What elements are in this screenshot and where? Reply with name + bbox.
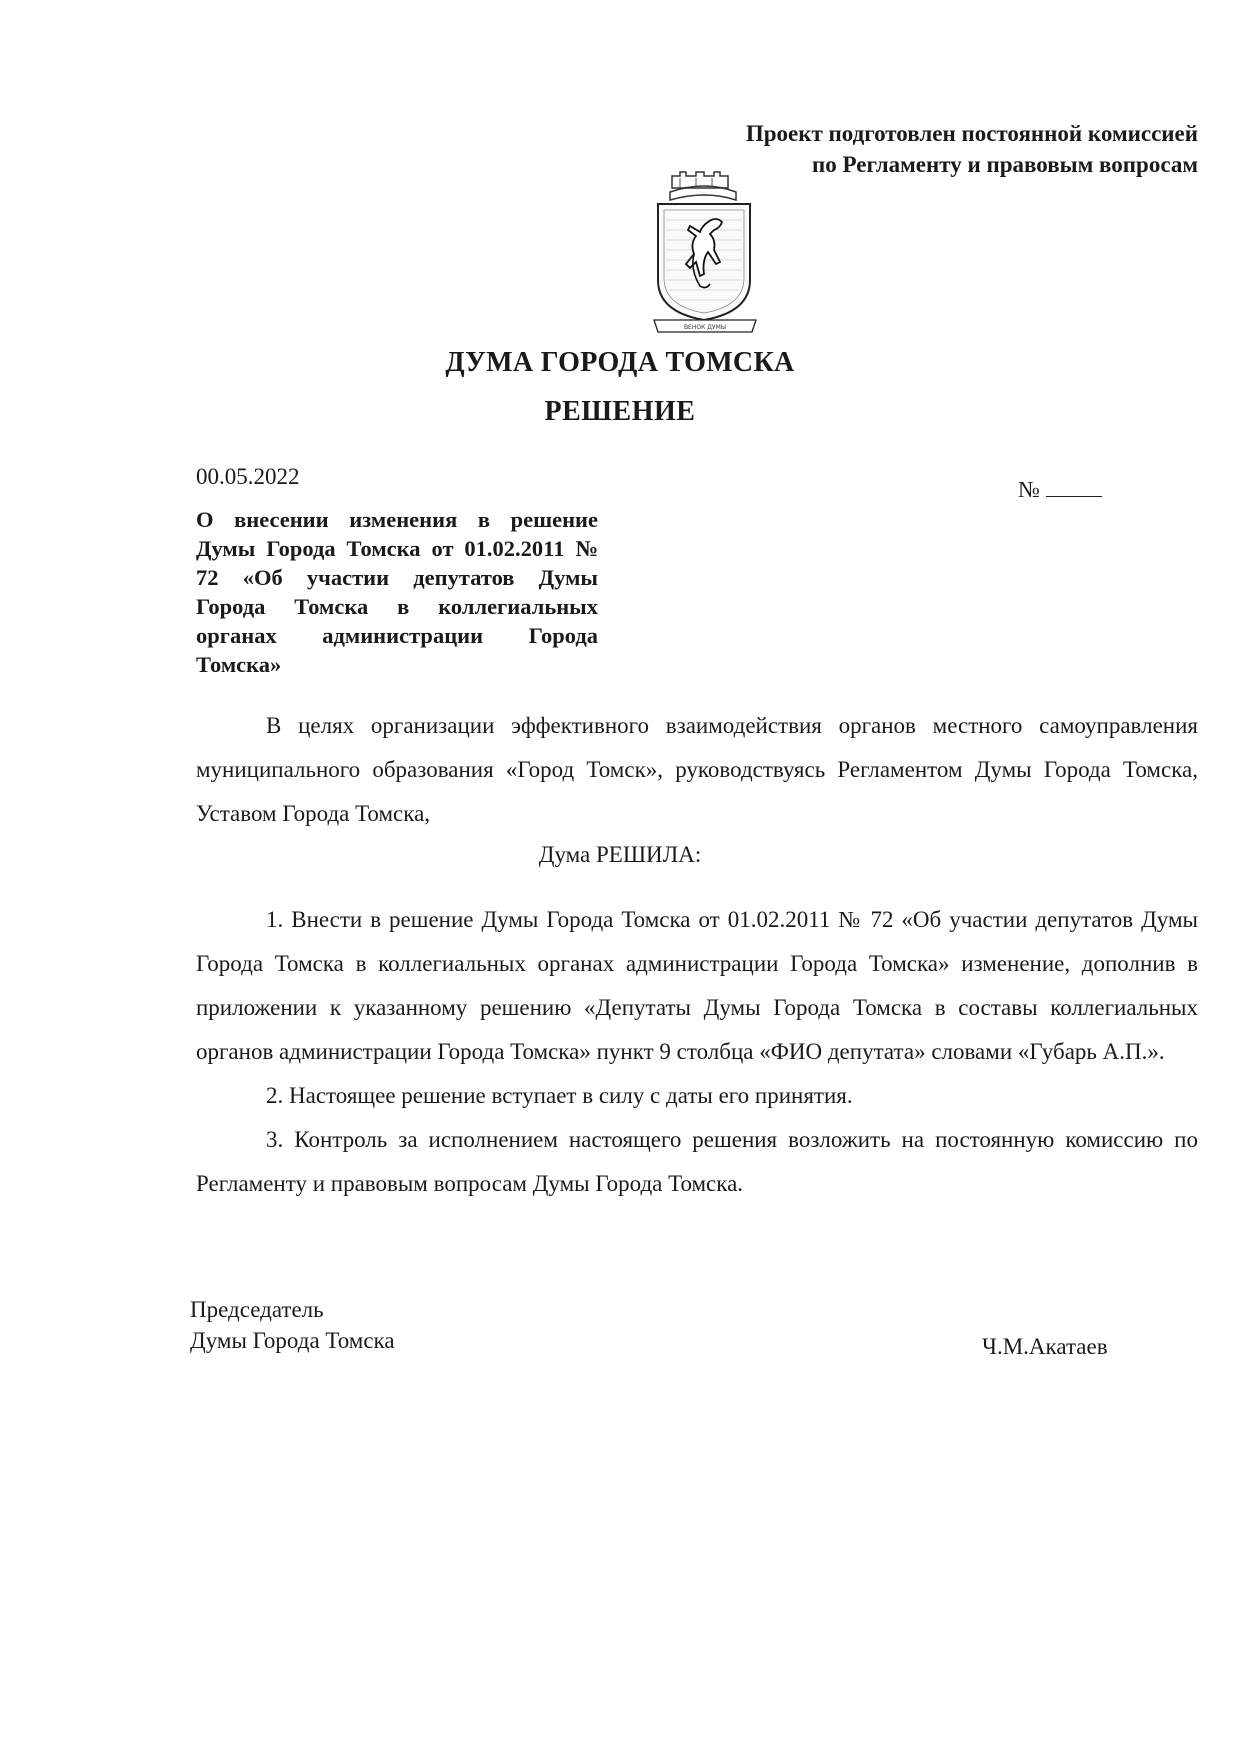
tomsk-coat-of-arms-icon	[650, 170, 760, 335]
decision-item: 1. Внести в решение Думы Города Томска от 01.02.2011 № 72 «Об участии депутатов Думы Города Томска в коллегиальных органах администрации Города Томска» изменение, дополнив в приложении к указанному решению «Депутаты Думы Города Томска в составы коллегиальных органов администрации Города Томска» пункт 9 столбца «ФИО депутата» словами «Губарь А.П.».	[196, 907, 1198, 1064]
decision-items	[196, 898, 1198, 1206]
signatory-title-line-2: Думы Города Томска	[190, 1328, 395, 1353]
prepared-by-line-2: по Регламенту и правовым вопросам	[811, 152, 1198, 177]
decision-item: 2. Настоящее решение вступает в силу с даты его принятия.	[266, 1083, 853, 1108]
prepared-by-line-1: Проект подготовлен постоянной комиссией	[745, 121, 1198, 146]
decision-item: 3. Контроль за исполнением настоящего решения возложить на постоянную комиссию по Регламенту и правовым вопросам Думы Города Томска.	[196, 1127, 1198, 1196]
signatory-title	[190, 1294, 395, 1356]
organization-title: ДУМА ГОРОДА ТОМСКА	[445, 347, 795, 378]
decided-heading: Дума РЕШИЛА:	[538, 842, 702, 867]
signatory-title-line-1: Председатель	[190, 1297, 324, 1322]
document-number	[1018, 476, 1102, 503]
preamble-paragraph: В целях организации эффективного взаимодействия органов местного самоуправления муниципального образования «Город Томск», руководствуясь Регламентом Думы Города Томска, Уставом Города Томска,	[196, 713, 1198, 826]
document-type: РЕШЕНИЕ	[544, 396, 696, 427]
number-blank	[1046, 476, 1102, 497]
decision-subject: О внесении изменения в решение Думы Города Томска от 01.02.2011 № 72 «Об участии депутатов Думы Города Томска в коллегиальных органах администрации Города Томска»	[196, 507, 598, 677]
document-date: 00.05.2022	[196, 464, 300, 489]
number-label: №	[1018, 477, 1040, 502]
svg-text:ВЕНОК ДУМЫ: ВЕНОК ДУМЫ	[683, 324, 727, 331]
signatory-name: Ч.М.Акатаев	[982, 1334, 1108, 1359]
